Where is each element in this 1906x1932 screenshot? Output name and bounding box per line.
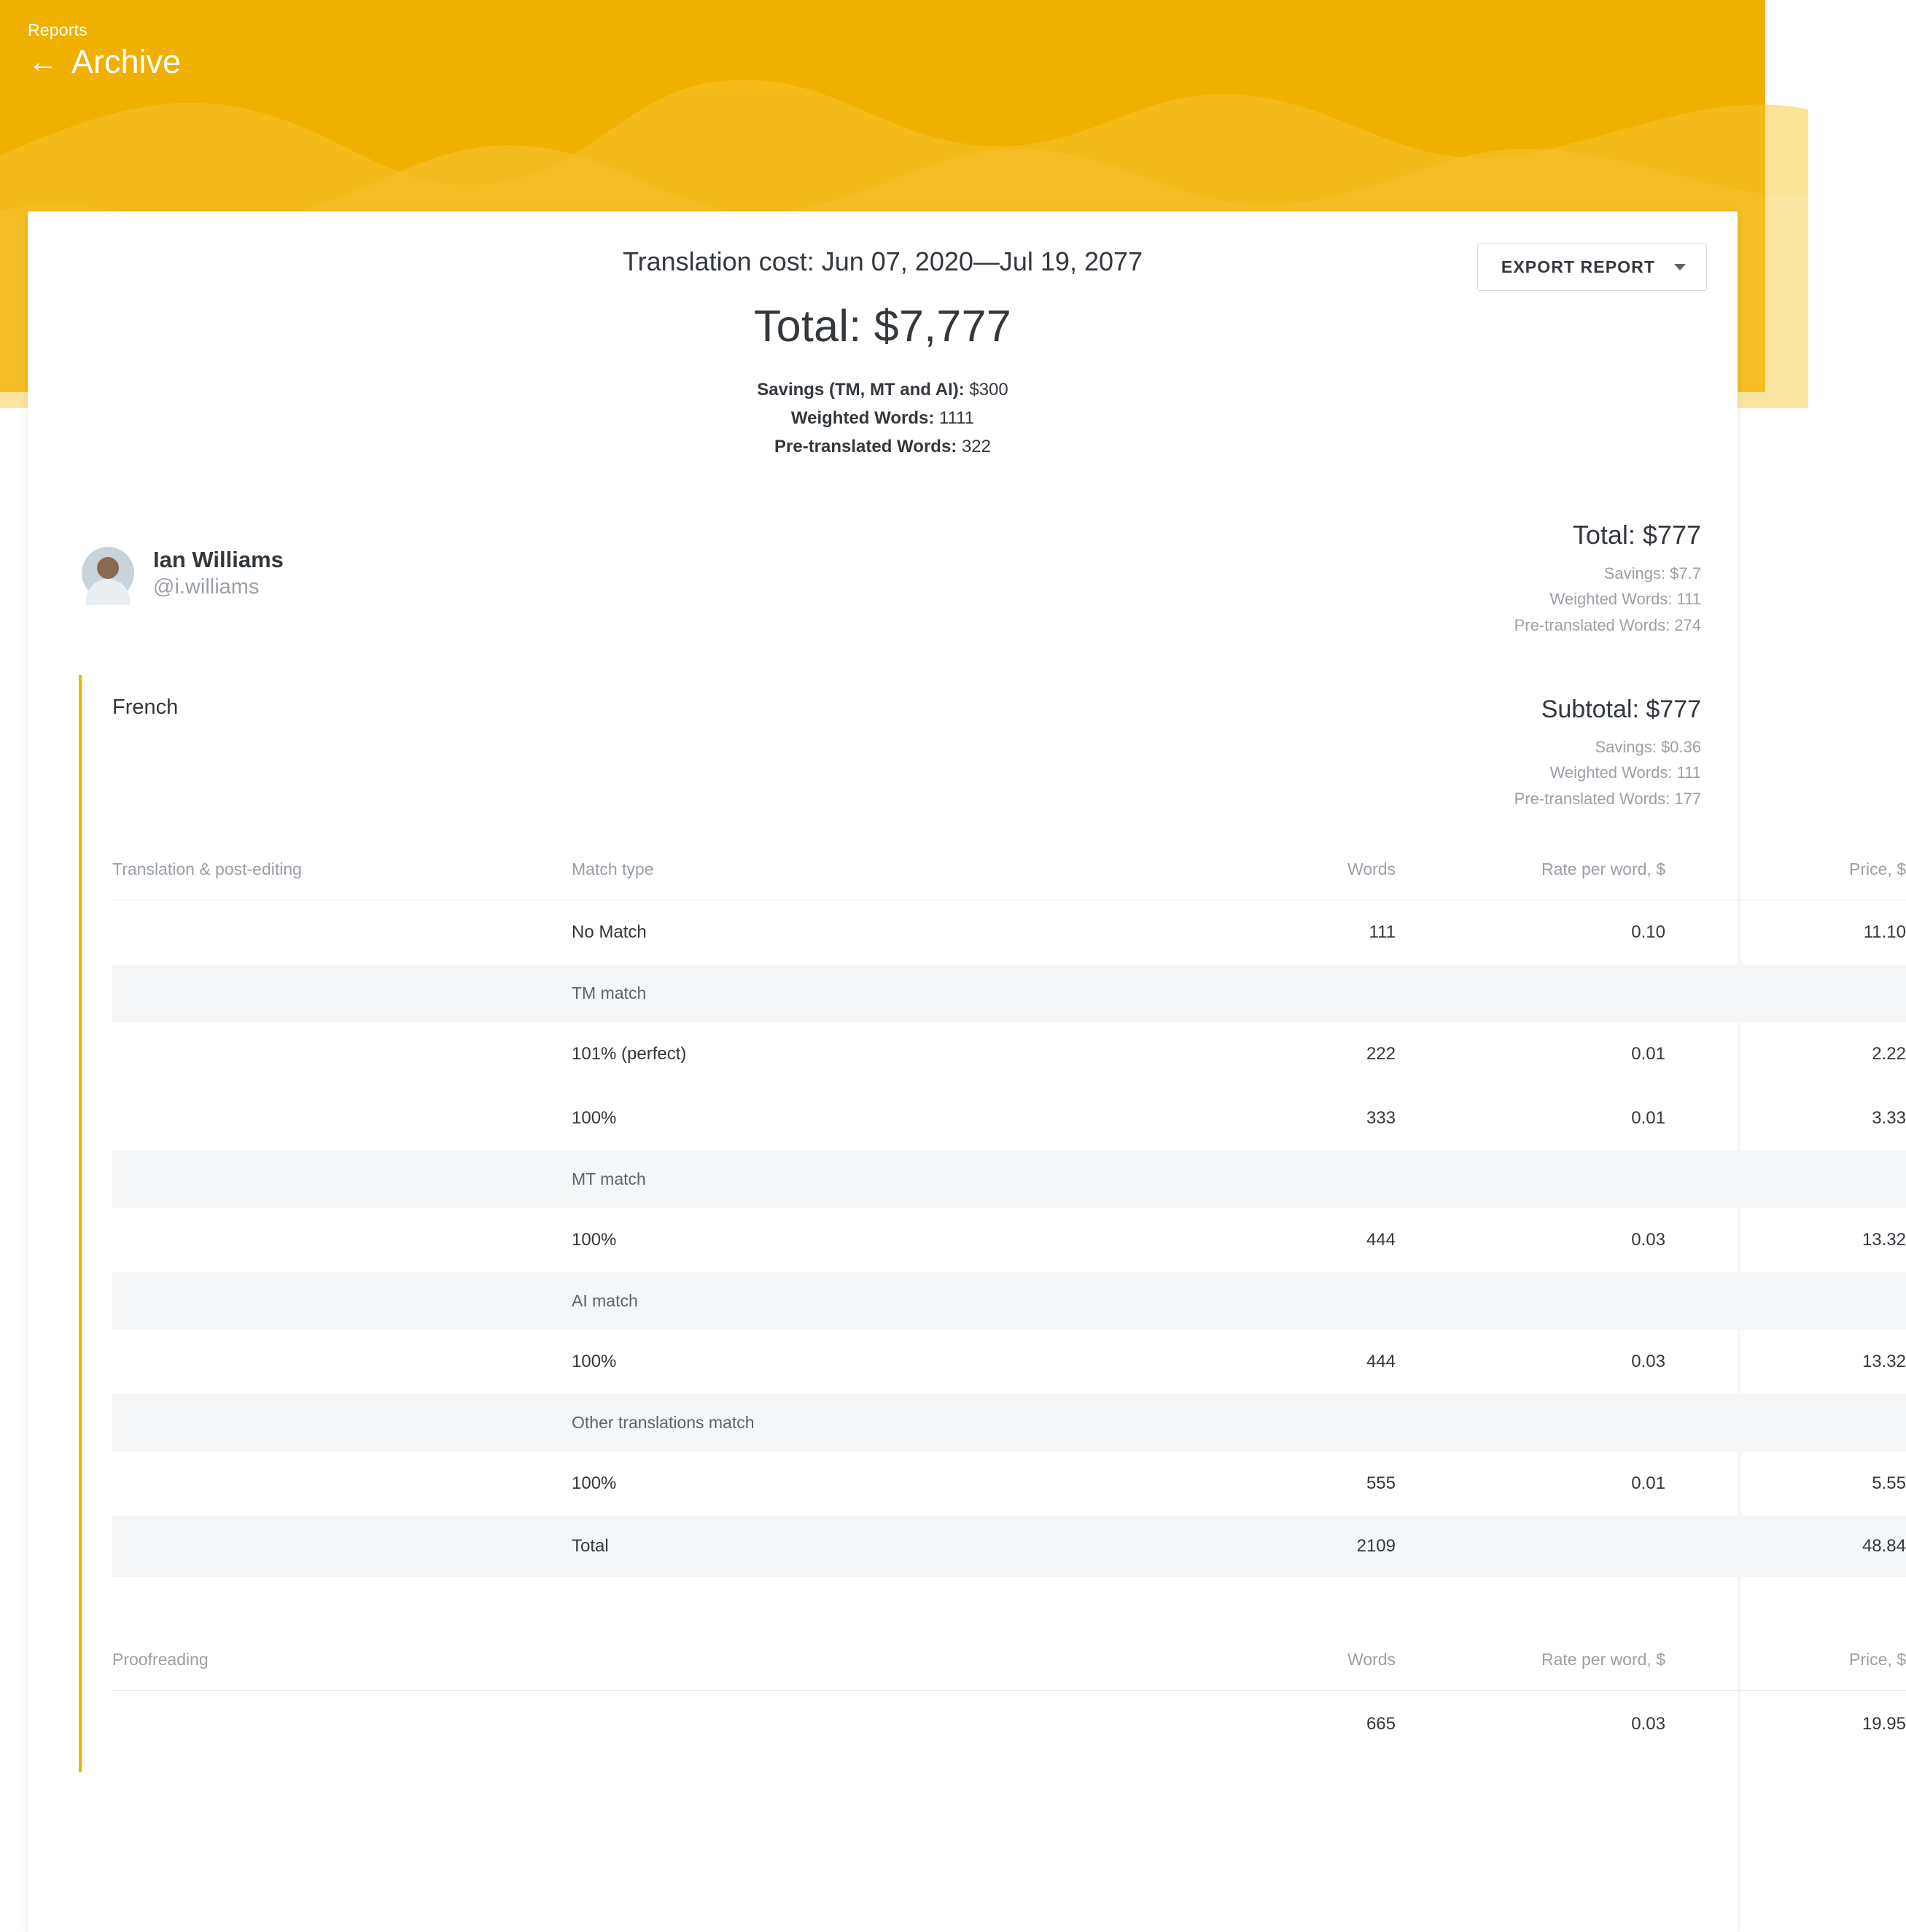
user-identity[interactable]: [58, 520, 284, 601]
user-pretranslated-words: Pre-translated Words: 274: [1514, 615, 1701, 634]
cell-match: 100%: [572, 1352, 617, 1372]
language-pretranslated-words: Pre-translated Words: 177: [1514, 789, 1701, 808]
col-header-blank: [572, 1650, 1184, 1691]
col-header-translation: Translation & post-editing: [112, 860, 572, 900]
report-metrics: [28, 376, 1738, 461]
cell-price: 13.32: [1862, 1352, 1906, 1372]
cell-proofreading-label: [572, 1691, 1184, 1758]
language-savings: Savings: $0.36: [1595, 737, 1701, 756]
cell-total-words: 2109: [1184, 1516, 1396, 1577]
col-header-proofreading: Proofreading: [112, 1650, 572, 1691]
cell-price: 13.32: [1862, 1230, 1906, 1250]
metric-savings-value: $300: [969, 380, 1008, 400]
cell-rate: 0.03: [1631, 1352, 1665, 1372]
cell-rate: 0.01: [1631, 1044, 1665, 1064]
language-section-french: [79, 675, 1906, 1773]
metric-weighted-words-value: 1111: [939, 408, 975, 428]
cell-price: 11.10: [1863, 922, 1906, 943]
cell-group-label: Other translations match: [572, 1394, 1184, 1452]
cell-group-label: MT match: [572, 1150, 1184, 1208]
metric-savings: [28, 376, 1738, 405]
cell-words: 444: [1366, 1352, 1396, 1372]
cell-price: 5.55: [1872, 1473, 1906, 1494]
cell-total-price: 48.84: [1665, 1516, 1906, 1577]
table-row: [112, 900, 1906, 965]
cell-total-label: Total: [572, 1516, 1184, 1577]
table-group-row: [112, 1150, 1906, 1208]
avatar: [82, 547, 134, 599]
col-header-words: Words: [1184, 860, 1396, 900]
cell-rate: 0.01: [1631, 1473, 1665, 1494]
user-name: Ian Williams: [153, 546, 284, 572]
export-report-label: EXPORT REPORT: [1501, 257, 1655, 276]
cell-group-label: AI match: [572, 1272, 1184, 1330]
cell-group-label: TM match: [572, 965, 1184, 1022]
cell-words: 111: [1369, 922, 1396, 943]
cell-match: No Match: [572, 922, 647, 943]
table-group-row: [112, 965, 1906, 1022]
proofreading-header-row: [112, 1650, 1906, 1691]
cell-price: 3.33: [1872, 1108, 1906, 1129]
page-title-row: [28, 45, 181, 78]
cell-rate: 0.10: [1631, 922, 1665, 943]
col-header-price: Price, $: [1665, 860, 1906, 900]
report-card: [28, 211, 1906, 1932]
cell-words: 222: [1366, 1044, 1396, 1064]
table-header-row: [112, 860, 1906, 900]
cell-price: 2.22: [1872, 1044, 1906, 1064]
report-period: Translation cost: Jun 07, 2020—Jul 19, 2077: [622, 246, 1143, 276]
metric-pretranslated-words: [28, 433, 1738, 461]
table-group-row: [112, 1394, 1906, 1452]
user-total: Total: $777: [1572, 519, 1701, 550]
cell-match: 100%: [572, 1108, 617, 1129]
cell-match: 101% (perfect): [572, 1044, 687, 1064]
cell-words: 665: [1366, 1714, 1396, 1734]
cell-rate: 0.03: [1631, 1714, 1665, 1734]
table-row: [112, 1208, 1906, 1272]
user-savings: Savings: $7.7: [1603, 564, 1701, 583]
language-subtotal: Subtotal: $777: [1541, 695, 1701, 723]
table-row: [112, 1086, 1906, 1150]
export-report-button[interactable]: [1477, 244, 1707, 291]
cell-words: 444: [1366, 1230, 1396, 1250]
table-group-row: [112, 1272, 1906, 1330]
metric-savings-label: Savings (TM, MT and AI):: [757, 380, 965, 400]
table-total-row: [112, 1516, 1906, 1577]
user-summary: [28, 520, 1738, 639]
col-header-price: Price, $: [1665, 1650, 1906, 1691]
table-row: [112, 1022, 1906, 1086]
col-header-rate: Rate per word, $: [1396, 1650, 1665, 1691]
user-weighted-words: Weighted Words: 111: [1549, 590, 1701, 609]
language-name: French: [112, 695, 179, 719]
language-header: [112, 675, 1707, 812]
language-totals: [1514, 696, 1707, 812]
cell-price: 19.95: [1862, 1714, 1906, 1734]
arrow-left-icon[interactable]: ←: [28, 44, 58, 79]
chevron-down-icon: [1674, 264, 1686, 270]
table-row: [112, 1330, 1906, 1394]
proofreading-table: [112, 1650, 1906, 1758]
user-text: [153, 546, 284, 601]
language-weighted-words: Weighted Words: 111: [1549, 763, 1701, 782]
page-title: Archive: [71, 43, 182, 80]
report-total: Total: $7,777: [753, 301, 1012, 351]
metric-pretranslated-words-label: Pre-translated Words:: [774, 436, 957, 456]
col-header-rate: Rate per word, $: [1396, 860, 1665, 900]
cell-match: 100%: [572, 1473, 617, 1494]
avatar-body: [86, 579, 130, 605]
table-row: [112, 1691, 1906, 1758]
user-totals: [1514, 520, 1707, 639]
cell-words: 555: [1366, 1473, 1396, 1494]
table-row: [112, 1452, 1906, 1516]
cell-match: 100%: [572, 1230, 617, 1250]
cell-rate: 0.01: [1631, 1108, 1665, 1129]
metric-weighted-words-label: Weighted Words:: [790, 408, 935, 428]
avatar-head: [97, 557, 119, 579]
translation-cost-table: [112, 860, 1906, 1577]
cell-rate: 0.03: [1631, 1230, 1665, 1250]
col-header-match-type: Match type: [572, 860, 1184, 900]
breadcrumb[interactable]: Reports: [28, 20, 87, 39]
col-header-words: Words: [1184, 1650, 1396, 1691]
metric-pretranslated-words-value: 322: [961, 436, 991, 456]
user-handle: @i.williams: [153, 575, 260, 599]
report-header: [28, 211, 1738, 461]
metric-weighted-words: [28, 405, 1738, 433]
cell-words: 333: [1366, 1108, 1396, 1129]
